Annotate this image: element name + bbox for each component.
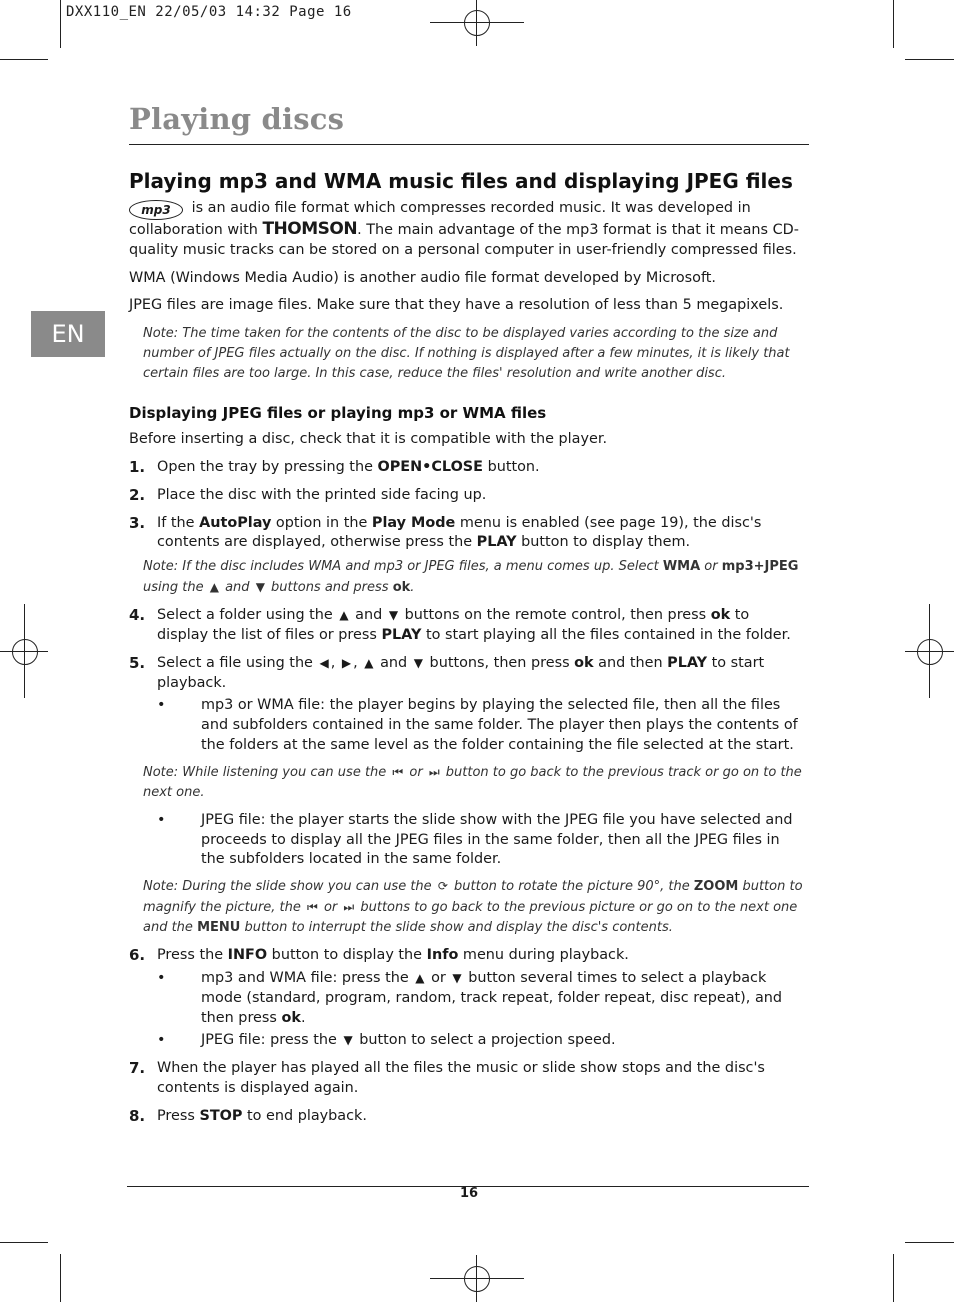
note-menu-selection: Note: If the disc includes WMA and mp3 or JPEG files, a menu comes up. Select WMA or mp3+JPEG using the ▲ and ▼ buttons and press ok. [143,559,799,596]
up-arrow-icon: ▲ [339,608,349,623]
title-divider [129,144,809,145]
up-arrow-icon: ▲ [415,970,425,985]
language-tab: EN [31,311,105,357]
crop-mark [905,59,954,60]
crop-mark [905,1242,954,1243]
registration-circle-icon [917,639,943,665]
list-item: • mp3 or WMA file: the player begins by playing the selected file, then all the files and subfolders contained in the same folder. The player then plays the contents of the folders at the same level as the folder containing the file selected at the start. [157,697,798,753]
registration-circle-icon [464,10,490,36]
down-arrow-icon: ▼ [343,1033,353,1048]
previous-track-icon: ⏮ [392,764,404,779]
next-track-icon: ⏭ [428,764,440,779]
note-track-navigation: Note: While listening you can use the ⏮ or ⏭ button to go back to the previous track or go on to the next one. [143,762,803,803]
crop-mark [893,0,894,48]
list-item: • JPEG file: the player starts the slide show with the JPEG file you have selected and proceeds to display all the JPEG files in the same folder, then all the JPEG files in the subfolders located in the same folder. [157,811,793,868]
step-8: 8. Press STOP to end playback. [129,1106,367,1125]
crop-mark [60,0,61,48]
right-arrow-icon: ▶ [341,655,352,670]
crop-mark [893,1254,894,1302]
registration-circle-icon [12,639,38,665]
step-5: 5. Select a file using the ◀ , ▶ , ▲ and ▼ buttons, then press ok and then PLAY to start playback. • mp3 or WMA file: the player begins by playing the selected file, then all the files and subfolders contained in the same folder. The player then plays the contents of the folders at the same level as the folder containing the file selected at the start. Note: While listening you can use the ⏮ or ⏭ button to go back to the previous track or go on to the next one. • JPEG file: the player starts the slide show with the JPEG file you have selected and proceeds to display all the JPEG files in the same folder, then all the JPEG files in the subfolders located in the same folder. Note: During the slide show you can use the ⟳ button to rotate the picture 90°, the ZOOM button to magnify the picture, the ⏮ or ⏭ buttons to go back to the previous picture or go on to the next one and the MENU button to interrupt the slide show and display the disc's contents. [129,654,803,938]
steps-list [129,458,803,1127]
crop-mark [0,59,48,60]
step-7: 7. When the player has played all the files the music or slide show stops and the disc's contents is displayed again. [129,1059,765,1096]
list-item: • JPEG file: press the ▼ button to select a projection speed. [157,1031,803,1051]
next-track-icon: ⏭ [343,900,355,915]
wma-paragraph: WMA (Windows Media Audio) is another audio file format developed by Microsoft. [129,269,716,286]
print-slug: DXX110_EN 22/05/03 14:32 Page 16 [66,4,352,20]
note-display-time: Note: The time taken for the contents of the disc to be displayed varies according to the size and number of JPEG files actually on the disc. If nothing is displayed after a few minutes, it is likely that certain files are too large. In this case, reduce the files' resolution and write another disc. [143,326,790,382]
step-2: 2. Place the disc with the printed side facing up. [129,485,487,504]
step-3: 3. If the AutoPlay option in the Play Mode menu is enabled (see page 19), the disc's contents are displayed, otherwise press the PLAY button to display them. Note: If the disc includes WMA and mp3 or JPEG files, a menu comes up. Select WMA or mp3+JPEG using the ▲ and ▼ buttons and press ok. [129,514,803,599]
down-arrow-icon: ▼ [413,655,423,670]
crop-mark [0,1242,48,1243]
page-content [129,168,803,1135]
section-heading: Playing mp3 and WMA music files and displaying JPEG files [129,169,793,193]
up-arrow-icon: ▲ [364,655,374,670]
up-arrow-icon: ▲ [209,580,219,595]
previous-track-icon: ⏮ [307,900,318,915]
down-arrow-icon: ▼ [255,580,265,595]
page-number: 16 [459,1186,479,1201]
registration-circle-icon [464,1266,490,1292]
compatibility-paragraph: Before inserting a disc, check that it is compatible with the player. [129,431,608,448]
down-arrow-icon: ▼ [388,608,399,623]
step-6: 6. Press the INFO button to display the Info menu during playback. • mp3 and WMA file: press the ▲ or ▼ button several times to select a playback mode (standard, program, random, track repeat, folder repeat, disc repeat), and then press ok. • JPEG file: press the ▼ button to select a projection speed. [129,946,803,1051]
page-title: Playing discs [129,102,345,136]
list-item: • mp3 and WMA file: press the ▲ or ▼ button several times to select a playback mode (standard, program, random, track repeat, folder repeat, disc repeat), and then press ok. [157,969,783,1026]
mp3-logo-icon: mp3 [129,200,183,220]
thomson-logo: THOMSON [262,219,358,239]
subsection-heading: Displaying JPEG files or playing mp3 or WMA files [129,404,547,423]
step-4: 4. Select a folder using the ▲ and ▼ buttons on the remote control, then press ok to display the list of files or press PLAY to start playing all the files contained in the folder. [129,606,791,643]
intro-paragraph: mp3 is an audio file format which compresses recorded music. It was developed in collaboration with THOMSON. The main advantage of the mp3 format is that it means CD-quality music tracks can be stored on a personal computer in user-friendly compressed files. [129,200,799,258]
rotate-icon: ⟳ [437,879,448,894]
step-1: 1. Open the tray by pressing the OPEN•CLOSE button. [129,457,540,476]
left-arrow-icon: ◀ [319,655,329,670]
down-arrow-icon: ▼ [452,970,462,985]
jpeg-paragraph: JPEG files are image files. Make sure that they have a resolution of less than 5 megapixels. [129,297,784,314]
note-slide-show: Note: During the slide show you can use the ⟳ button to rotate the picture 90°, the ZOOM button to magnify the picture, the ⏮ or ⏭ buttons to go back to the previous picture or go on to the next one and the MENU button to interrupt the slide show and display the disc's contents. [143,876,803,938]
crop-mark [60,1254,61,1302]
